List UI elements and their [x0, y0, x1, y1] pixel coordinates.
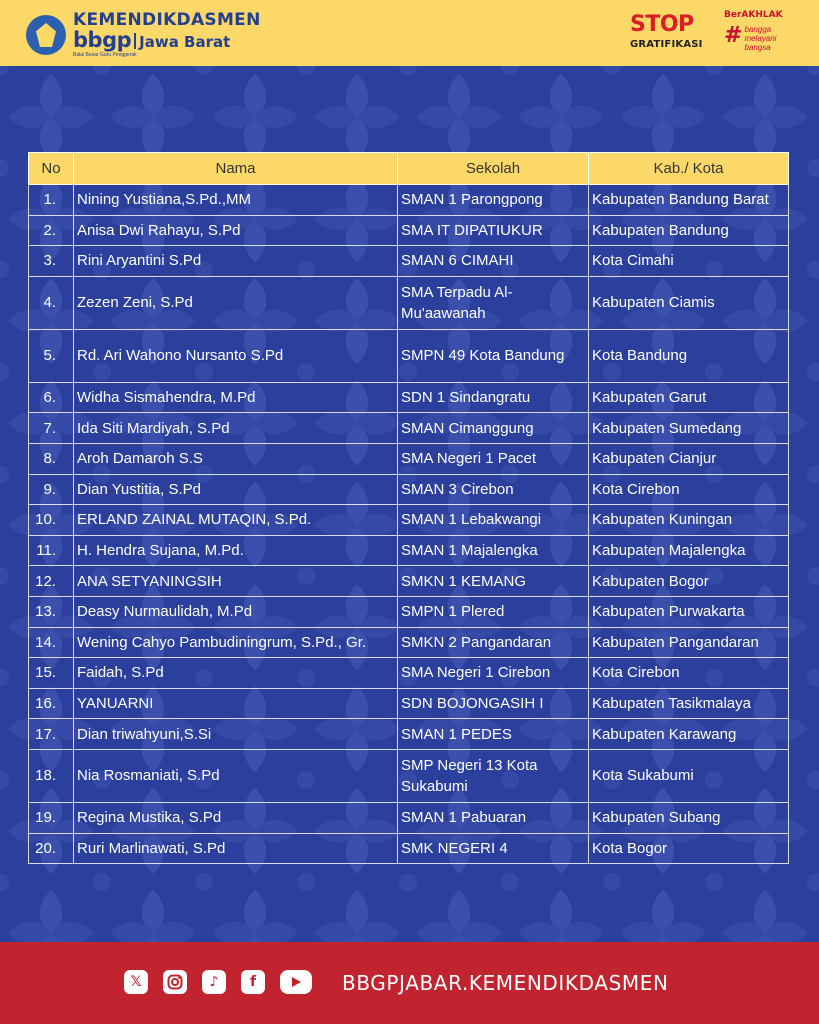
- cell-sekolah: SDN BOJONGASIH I: [398, 688, 589, 719]
- cell-kota: Kota Bogor: [589, 833, 789, 864]
- table-row: [29, 833, 789, 864]
- cell-nama: Wening Cahyo Pambudiningrum, S.Pd., Gr.: [74, 627, 398, 658]
- x-icon[interactable]: 𝕏: [124, 970, 148, 994]
- cell-kota: Kabupaten Majalengka: [589, 535, 789, 566]
- cell-nama: H. Hendra Sujana, M.Pd.: [74, 535, 398, 566]
- youtube-icon[interactable]: [280, 970, 312, 994]
- stop-word: [630, 14, 703, 36]
- kemendikdasmen-logo[interactable]: [26, 12, 261, 58]
- table-row: [29, 474, 789, 505]
- cell-no: 17.: [29, 719, 74, 750]
- table-row: [29, 719, 789, 750]
- table-row: [29, 749, 789, 802]
- akhlak-line-1: bangga: [744, 25, 772, 34]
- cell-sekolah: SMPN 1 Plered: [398, 596, 589, 627]
- cell-nama: Zezen Zeni, S.Pd: [74, 276, 398, 329]
- cell-sekolah: SMK NEGERI 4: [398, 833, 589, 864]
- cell-kota: Kabupaten Pangandaran: [589, 627, 789, 658]
- brand-separator: [134, 33, 136, 49]
- cell-kota: Kabupaten Cianjur: [589, 443, 789, 474]
- cell-nama: Aroh Damaroh S.S: [74, 443, 398, 474]
- cell-sekolah: SMAN 1 Majalengka: [398, 535, 589, 566]
- brand-region: Jawa Barat: [139, 33, 231, 51]
- cell-sekolah: SMAN 1 Parongpong: [398, 185, 589, 216]
- akhlak-lines: [744, 25, 776, 52]
- stop-text: STOP: [630, 12, 694, 37]
- table-row: [29, 215, 789, 246]
- cell-no: 16.: [29, 688, 74, 719]
- bangga-melayani-bangsa: [724, 25, 788, 52]
- column-header-nama: Nama: [74, 153, 398, 185]
- cell-sekolah: SMA Negeri 1 Cirebon: [398, 658, 589, 689]
- column-header-sekolah: Sekolah: [398, 153, 589, 185]
- cell-kota: Kabupaten Tasikmalaya: [589, 688, 789, 719]
- cell-sekolah: SMAN Cimanggung: [398, 413, 589, 444]
- table-row: [29, 413, 789, 444]
- table-row: [29, 688, 789, 719]
- cell-no: 5.: [29, 329, 74, 382]
- cell-nama: Ruri Marlinawati, S.Pd: [74, 833, 398, 864]
- cell-nama: Nia Rosmaniati, S.Pd: [74, 749, 398, 802]
- cell-sekolah: SMAN 6 CIMAHI: [398, 246, 589, 277]
- table-row: [29, 566, 789, 597]
- column-header-kota: Kab./ Kota: [589, 153, 789, 185]
- cell-nama: Rini Aryantini S.Pd: [74, 246, 398, 277]
- akhlak-line-3: bangsa: [744, 43, 771, 52]
- cell-sekolah: SMPN 49 Kota Bandung: [398, 329, 589, 382]
- cell-no: 6.: [29, 382, 74, 413]
- table-header-row: [29, 153, 789, 185]
- website-url[interactable]: BBGPJABAR.KEMENDIKDASMEN: [342, 971, 669, 995]
- table-row: [29, 329, 789, 382]
- cell-no: 19.: [29, 802, 74, 833]
- table-row: [29, 382, 789, 413]
- stop-subtitle: GRATIFIKASI: [630, 39, 703, 50]
- cell-no: 3.: [29, 246, 74, 277]
- berakhlak-logo: [724, 10, 788, 52]
- cell-no: 18.: [29, 749, 74, 802]
- table-row: [29, 505, 789, 536]
- cell-kota: Kabupaten Bogor: [589, 566, 789, 597]
- cell-kota: Kabupaten Sumedang: [589, 413, 789, 444]
- cell-nama: YANUARNI: [74, 688, 398, 719]
- header-bar: [0, 0, 819, 66]
- cell-kota: Kabupaten Ciamis: [589, 276, 789, 329]
- cell-kota: Kabupaten Garut: [589, 382, 789, 413]
- social-links: [124, 970, 327, 994]
- cell-nama: Ida Siti Mardiyah, S.Pd: [74, 413, 398, 444]
- cell-nama: Dian Yustitia, S.Pd: [74, 474, 398, 505]
- table-row: [29, 596, 789, 627]
- akhlak-line-2: melayani: [744, 34, 777, 43]
- cell-kota: Kabupaten Purwakarta: [589, 596, 789, 627]
- cell-nama: ERLAND ZAINAL MUTAQIN, S.Pd.: [74, 505, 398, 536]
- table-row: [29, 276, 789, 329]
- table-row: [29, 443, 789, 474]
- cell-no: 11.: [29, 535, 74, 566]
- stop-gratifikasi-logo: [630, 14, 703, 50]
- brand-text: [73, 12, 261, 58]
- cell-kota: Kota Bandung: [589, 329, 789, 382]
- tiktok-icon[interactable]: ♪: [202, 970, 226, 994]
- cell-nama: Rd. Ari Wahono Nursanto S.Pd: [74, 329, 398, 382]
- table-row: [29, 658, 789, 689]
- cell-no: 13.: [29, 596, 74, 627]
- cell-nama: Anisa Dwi Rahayu, S.Pd: [74, 215, 398, 246]
- cell-nama: Deasy Nurmaulidah, M.Pd: [74, 596, 398, 627]
- tut-wuri-handayani-icon: [26, 15, 66, 55]
- cell-sekolah: SMA Terpadu Al-Mu'aawanah: [398, 276, 589, 329]
- table-body: [29, 185, 789, 864]
- cell-nama: Widha Sismahendra, M.Pd: [74, 382, 398, 413]
- cell-kota: Kota Cirebon: [589, 658, 789, 689]
- cell-nama: Nining Yustiana,S.Pd.,MM: [74, 185, 398, 216]
- cell-no: 14.: [29, 627, 74, 658]
- footer-bar: [0, 942, 819, 1024]
- cell-kota: Kota Sukabumi: [589, 749, 789, 802]
- brand-title: KEMENDIKDASMEN: [73, 10, 261, 30]
- cell-kota: Kabupaten Bandung Barat: [589, 185, 789, 216]
- cell-no: 7.: [29, 413, 74, 444]
- cell-kota: Kabupaten Kuningan: [589, 505, 789, 536]
- hashtag-icon: #: [724, 23, 743, 48]
- cell-nama: Dian triwahyuni,S.Si: [74, 719, 398, 750]
- cell-no: 4.: [29, 276, 74, 329]
- cell-kota: Kota Cirebon: [589, 474, 789, 505]
- facebook-icon[interactable]: f: [241, 970, 265, 994]
- cell-nama: Regina Mustika, S.Pd: [74, 802, 398, 833]
- column-header-no: No: [29, 153, 74, 185]
- cell-no: 2.: [29, 215, 74, 246]
- cell-sekolah: SDN 1 Sindangratu: [398, 382, 589, 413]
- cell-no: 1.: [29, 185, 74, 216]
- cell-no: 12.: [29, 566, 74, 597]
- table-row: [29, 535, 789, 566]
- cell-no: 20.: [29, 833, 74, 864]
- cell-kota: Kabupaten Bandung: [589, 215, 789, 246]
- cell-sekolah: SMAN 3 Cirebon: [398, 474, 589, 505]
- cell-sekolah: SMA IT DIPATIUKUR: [398, 215, 589, 246]
- cell-no: 8.: [29, 443, 74, 474]
- cell-sekolah: SMAN 1 Lebakwangi: [398, 505, 589, 536]
- cell-sekolah: SMA Negeri 1 Pacet: [398, 443, 589, 474]
- table-row: [29, 246, 789, 277]
- instagram-icon[interactable]: [163, 970, 187, 994]
- table-row: [29, 185, 789, 216]
- cell-kota: Kota Cimahi: [589, 246, 789, 277]
- cell-nama: ANA SETYANINGSIH: [74, 566, 398, 597]
- cell-kota: Kabupaten Subang: [589, 802, 789, 833]
- cell-no: 10.: [29, 505, 74, 536]
- participant-table: [28, 152, 789, 864]
- brand-tagline: Balai Besar Guru Penggerak: [73, 52, 137, 58]
- brand-subline: [73, 30, 261, 51]
- table-row: [29, 627, 789, 658]
- brand-bbgp: bbgp: [73, 28, 132, 52]
- cell-sekolah: SMP Negeri 13 Kota Sukabumi: [398, 749, 589, 802]
- cell-sekolah: SMKN 2 Pangandaran: [398, 627, 589, 658]
- cell-kota: Kabupaten Karawang: [589, 719, 789, 750]
- cell-nama: Faidah, S.Pd: [74, 658, 398, 689]
- table-row: [29, 802, 789, 833]
- cell-no: 9.: [29, 474, 74, 505]
- cell-no: 15.: [29, 658, 74, 689]
- berakhlak-title: BerAKHLAK: [724, 10, 783, 20]
- cell-sekolah: SMAN 1 PEDES: [398, 719, 589, 750]
- cell-sekolah: SMKN 1 KEMANG: [398, 566, 589, 597]
- cell-sekolah: SMAN 1 Pabuaran: [398, 802, 589, 833]
